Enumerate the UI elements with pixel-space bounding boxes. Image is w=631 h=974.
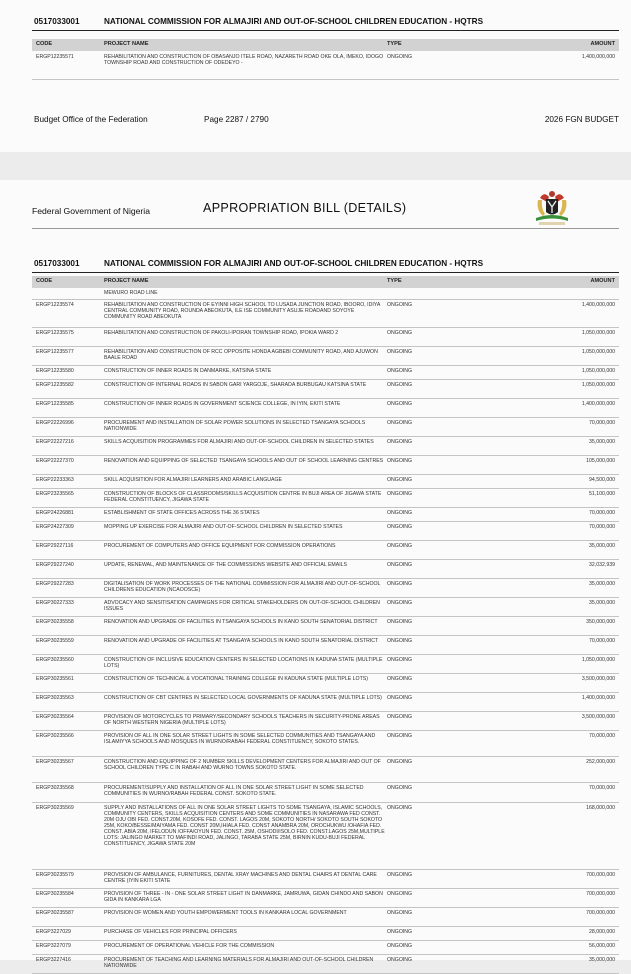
project-type: ONGOING: [387, 490, 413, 497]
project-type: ONGOING: [387, 890, 413, 897]
project-name: PROCUREMENT/SUPPLY AND INSTALLATION OF ALL IN ONE SOLAR STREET LIGHT IN SOME SELECTED COMMUNITIES IN WURNO/RABAH FEDERAL CONST. SOKOTO STATE.: [104, 784, 364, 797]
project-type: ONGOING: [387, 542, 413, 549]
project-type: ONGOING: [387, 694, 413, 701]
footer-page-number: Page 2287 / 2790: [204, 115, 269, 124]
project-amount: 70,000,000: [589, 523, 615, 530]
project-code: ERGP22226996: [36, 419, 74, 426]
project-name: PROVISION OF WOMEN AND YOUTH EMPOWERMENT TOOLS IN KANKARA LOCAL GOVERNMENT: [104, 909, 347, 916]
project-code: ERGP12235585: [36, 400, 74, 407]
project-code: ERGP22233363: [36, 476, 74, 483]
table-row: [32, 674, 619, 693]
project-type: ONGOING: [387, 713, 413, 720]
footer-office: Budget Office of the Federation: [34, 115, 148, 124]
project-code: ERGP30235587: [36, 909, 74, 916]
table-row: [32, 783, 619, 803]
project-amount: 252,000,000: [586, 758, 615, 765]
project-code: ERGP12235577: [36, 348, 74, 355]
project-name: ESTABLISHMENT OF STATE OFFICES ACROSS THE 36 STATES: [104, 509, 260, 516]
project-code: ERGP23235565: [36, 490, 74, 497]
project-name: REHABILITATION AND CONSTRUCTION OF PAKOLI-IPORAN TOWNSHIP ROAD, IPOKIA WARD 2: [104, 329, 339, 336]
project-amount: 70,000,000: [589, 419, 615, 426]
project-name: REHABILITATION AND CONSTRUCTION OF EYINNI HIGH SCHOOL TO LUSADA JUNCTION ROAD, IBOORO, IDIYA CENTRAL COMMUNITY ROAD, ROUNDA ABEOKUTA, ILE ISE COMMUNITY ASUJE ROADAND SOYOYE COMMUNITY ROAD ABEOKUTA: [104, 301, 381, 320]
table-row: [32, 52, 619, 80]
table-row: [32, 655, 619, 674]
project-code: ERGP3227416: [36, 956, 71, 963]
project-name: PROCUREMENT OF COMPUTERS AND OFFICE EQUIPMENT FOR COMMISSION OPERATIONS: [104, 542, 336, 549]
table-row: [32, 456, 619, 475]
table-row: [32, 908, 619, 927]
org-name: NATIONAL COMMISSION FOR ALMAJIRI AND OUT-OF-SCHOOL CHILDREN EDUCATION - HQTRS: [104, 259, 484, 268]
project-name: RENOVATION AND UPGRADE OF FACILITIES AT TSANGAYA SCHOOLS IN KANO SOUTH SENATORIAL DISTRICT: [104, 637, 379, 644]
project-amount: 105,000,000: [586, 457, 615, 464]
project-type: ONGOING: [387, 656, 413, 663]
project-type: ONGOING: [387, 580, 413, 587]
project-amount: 1,400,000,000: [581, 301, 615, 308]
project-name: REHABILITATION AND CONSTRUCTION OF RCC OPPOSITE HONDA AGBEBI COMMUNITY ROAD, AND AJUWON BAALE ROAD: [104, 348, 378, 361]
project-amount: 70,000,000: [589, 637, 615, 644]
project-amount: 32,032,939: [589, 561, 615, 568]
project-name: MOPPING UP EXERCISE FOR ALMAJIRI AND OUT-OF-SCHOOL CHILDREN IN SELECTED STATES: [104, 523, 343, 530]
project-amount: 700,000,000: [586, 871, 615, 878]
project-code: ERGP29227240: [36, 561, 74, 568]
project-name: CONSTRUCTION OF INNER ROADS IN DANMARKE, KATSINA STATE: [104, 367, 272, 374]
project-amount: 700,000,000: [586, 890, 615, 897]
header-divider: [32, 228, 619, 229]
project-code: ERGP30227333: [36, 599, 74, 606]
project-name: CONSTRUCTION OF BLOCKS OF CLASSROOMS/SKILLS ACQUISITION CENTRE IN BUJI AREA OF JIGAWA STATE FEDERAL CONSTITUENCY, JIGAWA STATE: [104, 490, 382, 503]
project-name: PROVISION OF ALL IN ONE SOLAR STREET LIGHTS IN SOME SELECTED COMMUNITIES AND TSANGAYA AND ISLAMIYYA SCHOOLS AND MOSQUES IN WURNO/RABAH FEDERAL CONSTITUENCY, SOKOTO STATES.: [104, 732, 376, 745]
column-code: CODE: [36, 41, 53, 47]
project-name: REHABILITATION AND CONSTRUCTION OF OBASANJO ITELE ROAD, NAZARETH ROAD OKE OLA, IMEKO, IDOGO TOWNSHIP ROAD AND CONSTRUCTION OF ODEDEYO -: [104, 53, 384, 66]
project-code: ERGP30235567: [36, 758, 74, 765]
project-code: ERGP30235561: [36, 675, 74, 682]
project-type: ONGOING: [387, 53, 413, 60]
project-amount: 3,500,000,000: [581, 713, 615, 720]
previous-page: [0, 0, 631, 152]
project-amount: 168,000,000: [586, 804, 615, 811]
table-row: [32, 731, 619, 757]
project-type: ONGOING: [387, 523, 413, 530]
org-header: [32, 15, 619, 31]
project-code: ERGP3227079: [36, 942, 71, 949]
table-row: [32, 712, 619, 731]
org-header: [32, 257, 619, 273]
column-amount: AMOUNT: [590, 41, 615, 47]
footer-budget: 2026 FGN BUDGET: [544, 115, 619, 124]
project-type: ONGOING: [387, 400, 413, 407]
project-amount: 1,050,000,000: [581, 329, 615, 336]
table-row: [32, 803, 619, 870]
project-type: ONGOING: [387, 956, 413, 963]
project-code: ERGP30235584: [36, 890, 74, 897]
project-type: ONGOING: [387, 599, 413, 606]
table-row: [32, 288, 619, 300]
project-name: CONSTRUCTION OF TECHNICAL & VOCATIONAL TRAINING COLLEGE IN KADUNA STATE (MULTIPLE LOTS): [104, 675, 368, 682]
project-name: PROCUREMENT OF TEACHING AND LEARNING MATERIALS FOR ALMAJIRI AND OUT-OF-SCHOOL CHILDREN NATIONWIDE: [104, 956, 374, 969]
project-amount: 35,000,000: [589, 542, 615, 549]
project-type: ONGOING: [387, 438, 413, 445]
project-amount: 3,500,000,000: [581, 675, 615, 682]
project-type: ONGOING: [387, 758, 413, 765]
table-row: [32, 475, 619, 489]
table-row: [32, 489, 619, 508]
project-type: ONGOING: [387, 871, 413, 878]
table-row: [32, 380, 619, 399]
project-code: ERGP22227370: [36, 457, 74, 464]
project-amount: 35,000,000: [589, 580, 615, 587]
project-amount: 1,400,000,000: [581, 53, 615, 60]
bill-title: APPROPRIATION BILL (DETAILS): [203, 201, 407, 215]
project-type: ONGOING: [387, 928, 413, 935]
table-row: [32, 941, 619, 955]
project-type: ONGOING: [387, 942, 413, 949]
project-name: PROCUREMENT AND INSTALLATION OF SOLAR POWER SOLUTIONS IN SELECTED TSANGAYA SCHOOLS NATIONWIDE: [104, 419, 366, 432]
project-type: ONGOING: [387, 348, 413, 355]
table-row: [32, 636, 619, 655]
project-amount: 1,050,000,000: [581, 367, 615, 374]
project-type: ONGOING: [387, 381, 413, 388]
project-name: CONSTRUCTION OF INCLUSIVE EDUCATION CENTERS IN SELECTED LOCATIONS IN KADUNA STATE (MULTIPLE LOTS): [104, 656, 383, 669]
project-type: ONGOING: [387, 476, 413, 483]
project-code: ERGP22227216: [36, 438, 74, 445]
org-code: 0517033001: [34, 17, 80, 26]
project-name: PROVISION OF MOTORCYCLES TO PRIMARY/SECONDARY SCHOOLS TEACHERS IN SECURITY-PRONE AREAS OF NORTH WESTERN NIGERIA (MULTIPLE LOTS): [104, 713, 380, 726]
project-type: ONGOING: [387, 675, 413, 682]
project-type: ONGOING: [387, 419, 413, 426]
project-code: ERGP12235580: [36, 367, 74, 374]
table-row: [32, 955, 619, 974]
project-amount: 1,400,000,000: [581, 694, 615, 701]
table-row: [32, 347, 619, 366]
project-type: ONGOING: [387, 732, 413, 739]
project-name: UPDATE, RENEWAL, AND MAINTENANCE OF THE COMMISSIONS WEBSITE AND OFFICIAL EMAILS: [104, 561, 347, 568]
column-project-name: PROJECT NAME: [104, 278, 149, 284]
project-type: ONGOING: [387, 784, 413, 791]
project-name: RENOVATION AND EQUIPPING OF SELECTED TSANGAYA SCHOOLS AND OUT OF SCHOOL LEARNING CENTRES: [104, 457, 384, 464]
project-type: ONGOING: [387, 509, 413, 516]
project-name: PROVISION OF AMBULANCE, FURNITURES, DENTAL XRAY MACHINES AND DENTAL CHAIRS AT DENTAL CARE CENTRE (IYIN EKITI STATE: [104, 871, 377, 884]
column-code: CODE: [36, 278, 53, 284]
project-amount: 1,050,000,000: [581, 348, 615, 355]
project-name: CONSTRUCTION AND EQUIPPING OF 2 NUMBER SKILLS DEVELOPMENT CENTERS FOR ALMAJIRI AND OUT OF SCHOOL CHILDREN TYPE C IN RABAH AND WURNO TOWNS SOKOTO STATE.: [104, 758, 381, 771]
table-row: [32, 757, 619, 783]
project-name: PROCUREMENT OF OPERATIONAL VEHICLE FOR THE COMMISSION: [104, 942, 275, 949]
project-code: ERGP30235560: [36, 656, 74, 663]
project-name: ADVOCACY AND SENSITISATION CAMPAIGNS FOR CRITICAL STAKEHOLDERS ON OUT-OF-SCHOOL CHILDREN ISSUES: [104, 599, 380, 612]
project-code: ERGP29227116: [36, 542, 74, 549]
table-row: [32, 418, 619, 437]
table-row: [32, 617, 619, 636]
page-footer: [32, 115, 619, 127]
org-name: NATIONAL COMMISSION FOR ALMAJIRI AND OUT-OF-SCHOOL CHILDREN EDUCATION - HQTRS: [104, 17, 484, 26]
project-amount: 1,050,000,000: [581, 381, 615, 388]
project-amount: 70,000,000: [589, 509, 615, 516]
project-amount: 35,000,000: [589, 438, 615, 445]
project-amount: 1,050,000,000: [581, 656, 615, 663]
project-name: SKILLS ACQUISITION PROGRAMMES FOR ALMAJIRI AND OUT-OF-SCHOOL CHILDREN IN SELECTED STATES: [104, 438, 374, 445]
project-name: PROVISION OF THREE - IN - ONE SOLAR STREET LIGHT IN DANMARKE, JAMRUWA, GIDAN CHINDO AND SABON GIDA IN KANKARA LGA: [104, 890, 383, 903]
project-code: ERGP12235582: [36, 381, 74, 388]
org-code: 0517033001: [34, 259, 80, 268]
project-code: ERGP30235569: [36, 804, 74, 811]
table-row: [32, 560, 619, 579]
project-amount: 51,100,000: [589, 490, 615, 497]
project-code: ERGP30235579: [36, 871, 74, 878]
project-code: ERGP12235574: [36, 301, 74, 308]
project-name: PURCHASE OF VEHICLES FOR PRINCIPAL OFFICERS: [104, 928, 237, 935]
project-code: ERGP30235564: [36, 713, 74, 720]
column-project-name: PROJECT NAME: [104, 41, 149, 47]
table-row: [32, 579, 619, 598]
project-type: ONGOING: [387, 909, 413, 916]
project-code: ERGP30235566: [36, 732, 74, 739]
column-amount: AMOUNT: [590, 278, 615, 284]
project-code: ERGP24227309: [36, 523, 74, 530]
project-code: ERGP12235575: [36, 329, 74, 336]
table-row: [32, 870, 619, 889]
table-row: [32, 366, 619, 380]
project-code: ERGP30235559: [36, 637, 74, 644]
project-type: ONGOING: [387, 329, 413, 336]
project-amount: 35,000,000: [589, 956, 615, 963]
project-code: ERGP30235563: [36, 694, 74, 701]
coat-of-arms-icon: [530, 188, 574, 228]
project-amount: 56,000,000: [589, 942, 615, 949]
project-code: ERGP12235571: [36, 53, 74, 60]
project-name: MEWURO ROAD LINE: [104, 289, 158, 296]
project-amount: 1,400,000,000: [581, 400, 615, 407]
table-row: [32, 927, 619, 941]
project-name: SUPPLY AND INSTALLATIONS OF ALL IN ONE SOLAR STREET LIGHTS TO SOME TSANGAYA, ISLAMIC SCHOOLS, COMMUNITY CENTERS, SKILLS ACQUISITION CENTERS AND SOME COMMUNITIES IN NASARAWA FED CONST. 20M OJU OBI FED. CONST.20M, KOSOFE FED. CONST. LAGOS 20M, SOKOTO NORTH/ SOKOTO SOUTH SOKOTO 25M, KOKO/BESSE/MAIYAMA FED. CONST 20M,IHIALA FED. CONST ANAMBRA 20M, OROCHUKWU /OHAFIA FED. CONST. ABIA 20M, IFELODUN /OFFA/OYUN FED. CONST. 25M, OSHODI/ISOLO FED. CONST.LAGOS 25M,MULTIPLE LOTS: JALINGO MARKET TO MAFINDI ROAD, JALINGO, TARABA STATE 25M, BIRNIN KUDU-BUJI FEDERAL CONSTITUENCY, JIGAWA STATE 20M: [104, 804, 385, 848]
project-code: ERGP24226881: [36, 509, 74, 516]
table-row: [32, 300, 619, 328]
column-type: TYPE: [387, 41, 402, 47]
project-type: ONGOING: [387, 637, 413, 644]
project-type: ONGOING: [387, 804, 413, 811]
table-row: [32, 541, 619, 560]
project-name: RENOVATION AND UPGRADE OF FACILITIES IN TSANGAYA SCHOOLS IN KANO SOUTH SENATORIAL DISTRICT: [104, 618, 378, 625]
project-name: CONSTRUCTION OF INTERNAL ROADS IN SABON GARI YARGOJE, SHARADA BURBUGAU KATSINA STATE: [104, 381, 367, 388]
project-type: ONGOING: [387, 457, 413, 464]
table-row: [32, 399, 619, 418]
project-code: ERGP3227029: [36, 928, 71, 935]
project-name: CONSTRUCTION OF CBT CENTRES IN SELECTED LOCAL GOVERNMENTS OF KADUNA STATE (MULTIPLE LOTS): [104, 694, 382, 701]
project-amount: 70,000,000: [589, 732, 615, 739]
project-code: ERGP30235558: [36, 618, 74, 625]
project-name: DIGITALISATION OF WORK PROCESSES OF THE NATIONAL COMMISSION FOR ALMAJIRI AND OUT-OF-SCHOOL CHILDRENS EDUCATION (NCAOOSCE): [104, 580, 381, 593]
project-name: CONSTRUCTION OF INNER ROADS IN GOVERNMENT SCIENCE COLLEGE, IN IYIN, EKITI STATE: [104, 400, 341, 407]
table-row: [32, 889, 619, 908]
table-row: [32, 693, 619, 712]
project-type: ONGOING: [387, 301, 413, 308]
table-row: [32, 328, 619, 347]
government-label: Federal Government of Nigeria: [32, 206, 150, 216]
table-row: [32, 598, 619, 617]
project-type: ONGOING: [387, 367, 413, 374]
table-row: [32, 508, 619, 522]
project-amount: 28,000,000: [589, 928, 615, 935]
current-page: [0, 180, 631, 969]
project-amount: 35,000,000: [589, 599, 615, 606]
project-type: ONGOING: [387, 561, 413, 568]
project-amount: 94,500,000: [589, 476, 615, 483]
project-name: SKILL ACQUISITION FOR ALMAJIRI LEARNERS AND ARABIC LANGUAGE: [104, 476, 282, 483]
column-type: TYPE: [387, 278, 402, 284]
table-header: [32, 276, 619, 288]
project-amount: 70,000,000: [589, 784, 615, 791]
table-header: [32, 39, 619, 51]
project-amount: 700,000,000: [586, 909, 615, 916]
table-row: [32, 437, 619, 456]
table-row: [32, 522, 619, 541]
project-type: ONGOING: [387, 618, 413, 625]
project-code: ERGP30235568: [36, 784, 74, 791]
project-amount: 350,000,000: [586, 618, 615, 625]
project-code: ERGP29227283: [36, 580, 74, 587]
